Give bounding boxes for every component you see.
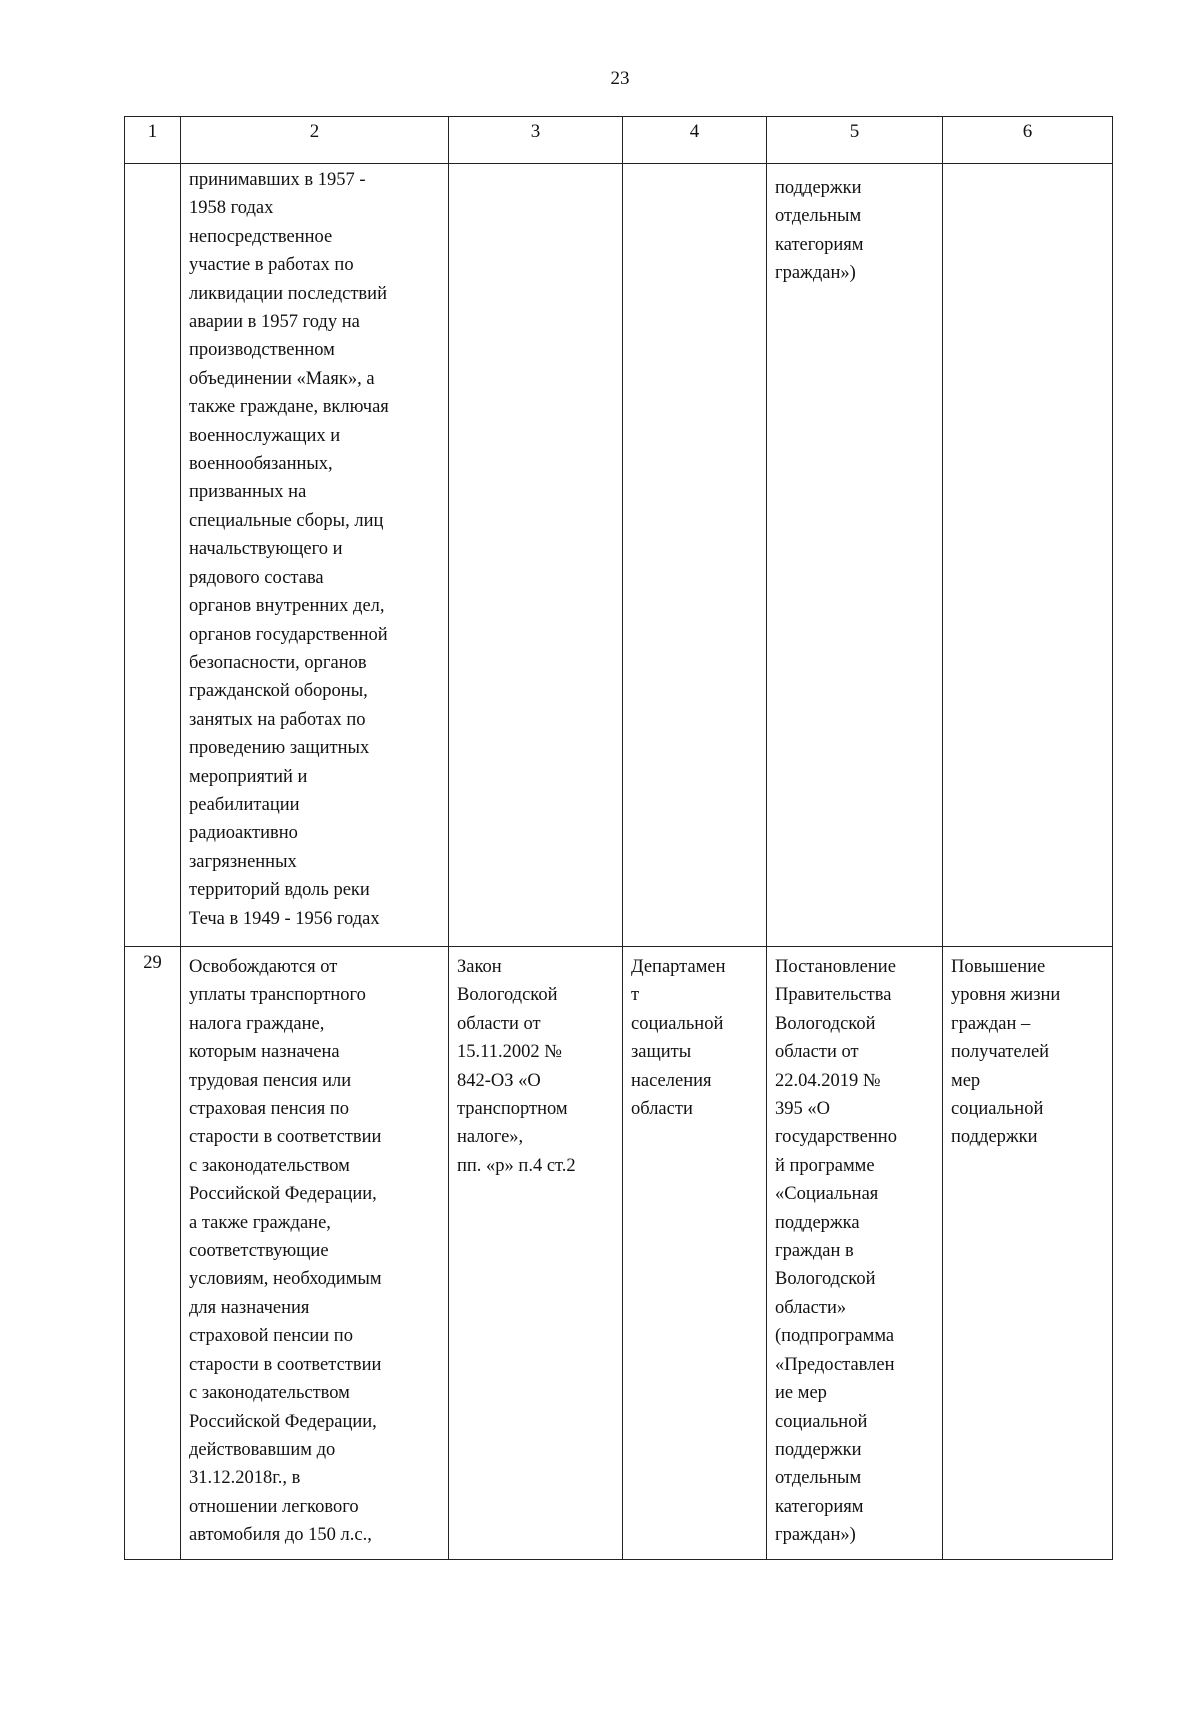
cell-text-line: старости в соответствии <box>189 1127 382 1148</box>
cell-text-line: Закон <box>457 957 502 977</box>
cell-text-line: трудовая пенсия или <box>189 1070 352 1091</box>
cell-text-line: старости в соответствии <box>189 1354 382 1375</box>
cell-text-line: рядового состава <box>189 567 324 588</box>
cell-text-line: территорий вдоль реки <box>189 880 370 901</box>
responsible-body-cell <box>623 947 767 1560</box>
cell-text-line: 1958 годах <box>189 198 274 219</box>
cell-text-line: поддержки <box>775 178 862 198</box>
cell-text-line: безопасности, органов <box>189 652 367 673</box>
cell-text-line: поддержки <box>951 1127 1038 1148</box>
cell-text-line: ие мер <box>775 1383 827 1404</box>
cell-text-line: автомобиля до 150 л.с., <box>189 1525 372 1546</box>
cell-text-line: отношении легкового <box>189 1496 359 1517</box>
cell-text-line: защиты <box>631 1042 692 1063</box>
cell-text-line: производственном <box>189 340 335 361</box>
cell-text-line: соответствующие <box>189 1241 329 1262</box>
cell-text-line: Теча в 1949 - 1956 годах <box>189 908 380 929</box>
cell-text-line: 395 «О <box>775 1099 830 1120</box>
column-header: 6 <box>943 117 1113 164</box>
column-header: 3 <box>449 117 623 164</box>
cell-text-line: Повышение <box>951 957 1046 977</box>
cell-text-line: действовавшим до <box>189 1439 336 1460</box>
row-number-cell <box>125 164 181 947</box>
cell-text-line: проведению защитных <box>189 738 370 759</box>
cell-text-line: «Социальная <box>775 1184 879 1205</box>
cell-text-line: отдельным <box>775 1468 862 1489</box>
cell-text-line: граждан») <box>775 1525 856 1546</box>
benefit-description-cell <box>181 947 449 1560</box>
cell-text-line: области от <box>775 1042 859 1063</box>
cell-text-line: уровня жизни <box>951 985 1061 1006</box>
cell-text-line: социальной <box>775 1411 868 1432</box>
cell-text-line: военнообязанных, <box>189 454 333 475</box>
cell-text-line: радиоактивно <box>189 823 298 844</box>
cell-text-line: «Предоставлен <box>775 1354 895 1375</box>
cell-text-line: области <box>631 1099 693 1120</box>
cell-text-line: Российской Федерации, <box>189 1411 377 1432</box>
cell-text-line: области» <box>775 1297 847 1318</box>
cell-text-line: получателей <box>951 1042 1050 1063</box>
page-number: 23 <box>610 68 630 89</box>
cell-text-line: Российской Федерации, <box>189 1184 377 1205</box>
cell-text-line: населения <box>631 1070 712 1091</box>
cell-text-line: мероприятий и <box>189 766 308 787</box>
cell-text-line: военнослужащих и <box>189 425 341 446</box>
cell-text-line: занятых на работах по <box>189 709 366 730</box>
cell-text-line: 22.04.2019 № <box>775 1070 881 1091</box>
cell-text-line: условиям, необходимым <box>189 1269 382 1290</box>
cell-text-line: для назначения <box>189 1297 310 1318</box>
cell-text-line: пп. «р» п.4 ст.2 <box>457 1155 576 1176</box>
cell-text-line: органов государственной <box>189 624 388 645</box>
cell-text-line: области от <box>457 1013 541 1034</box>
program-cell <box>767 164 943 947</box>
cell-text-line: Освобождаются от <box>189 957 338 977</box>
cell-text-line: (подпрограмма <box>775 1326 895 1347</box>
cell-text-line: налога граждане, <box>189 1013 325 1034</box>
row-number-cell: 29 <box>125 947 181 1560</box>
cell-text-line: граждан в <box>775 1241 854 1262</box>
cell-text-line: категориям <box>775 1496 864 1517</box>
cell-text-line: граждан») <box>775 263 856 284</box>
cell-text-line: реабилитации <box>189 794 300 815</box>
cell-text-line: государственно <box>775 1127 897 1148</box>
program-cell <box>767 947 943 1560</box>
cell-text-line: специальные сборы, лиц <box>189 510 384 531</box>
legal-basis-cell <box>449 164 623 947</box>
cell-text-line: Вологодской <box>775 1013 876 1034</box>
goal-cell <box>943 164 1113 947</box>
column-header: 4 <box>623 117 767 164</box>
cell-text-line: участие в работах по <box>189 255 354 276</box>
benefit-description-cell <box>181 164 449 947</box>
cell-text-line: страховой пенсии по <box>189 1326 353 1347</box>
cell-text-line: Департамен <box>631 957 726 977</box>
responsible-body-cell <box>623 164 767 947</box>
cell-text-line: Вологодской <box>457 985 558 1006</box>
cell-text-line: й программе <box>775 1155 875 1176</box>
cell-text-line: Постановление <box>775 957 896 977</box>
cell-text-line: которым назначена <box>189 1042 340 1063</box>
cell-text-line: поддержка <box>775 1212 860 1233</box>
table-header-row <box>125 117 1113 164</box>
table-row <box>125 947 1113 1560</box>
cell-text-line: социальной <box>631 1013 724 1034</box>
column-header: 5 <box>767 117 943 164</box>
cell-text-line: социальной <box>951 1099 1044 1120</box>
cell-text-line: 842-ОЗ «О <box>457 1070 541 1091</box>
cell-text-line: ликвидации последствий <box>189 283 387 304</box>
cell-text-line: с законодательством <box>189 1155 350 1176</box>
cell-text-line: также граждане, включая <box>189 397 389 418</box>
legal-basis-cell <box>449 947 623 1560</box>
cell-text-line: мер <box>951 1070 981 1091</box>
column-header: 1 <box>125 117 181 164</box>
cell-text-line: категориям <box>775 234 864 255</box>
cell-text-line: страховая пенсия по <box>189 1099 350 1120</box>
cell-text-line: органов внутренних дел, <box>189 596 385 617</box>
cell-text-line: аварии в 1957 году на <box>189 312 360 333</box>
cell-text-line: призванных на <box>189 482 307 503</box>
cell-text-line: т <box>631 985 640 1006</box>
benefits-table <box>124 116 1113 1560</box>
cell-text-line: граждан – <box>951 1013 1031 1034</box>
cell-text-line: непосредственное <box>189 226 333 247</box>
cell-text-line: уплаты транспортного <box>189 985 366 1006</box>
cell-text-line: налоге», <box>457 1127 524 1148</box>
cell-text-line: 15.11.2002 № <box>457 1042 562 1063</box>
cell-text-line: гражданской обороны, <box>189 681 368 702</box>
column-header: 2 <box>181 117 449 164</box>
cell-text-line: транспортном <box>457 1099 568 1120</box>
cell-text-line: с законодательством <box>189 1383 350 1404</box>
cell-text-line: Правительства <box>775 985 892 1006</box>
cell-text-line: отдельным <box>775 206 862 227</box>
cell-text-line: загрязненных <box>189 851 297 872</box>
table-row <box>125 164 1113 947</box>
cell-text-line: начальствующего и <box>189 539 343 560</box>
cell-text-line: 31.12.2018г., в <box>189 1468 301 1489</box>
cell-text-line: объединении «Маяк», а <box>189 368 375 389</box>
cell-text-line: Вологодской <box>775 1269 876 1290</box>
cell-text-line: а также граждане, <box>189 1212 331 1233</box>
cell-text-line: принимавших в 1957 - <box>189 170 366 190</box>
goal-cell <box>943 947 1113 1560</box>
cell-text-line: поддержки <box>775 1439 862 1460</box>
